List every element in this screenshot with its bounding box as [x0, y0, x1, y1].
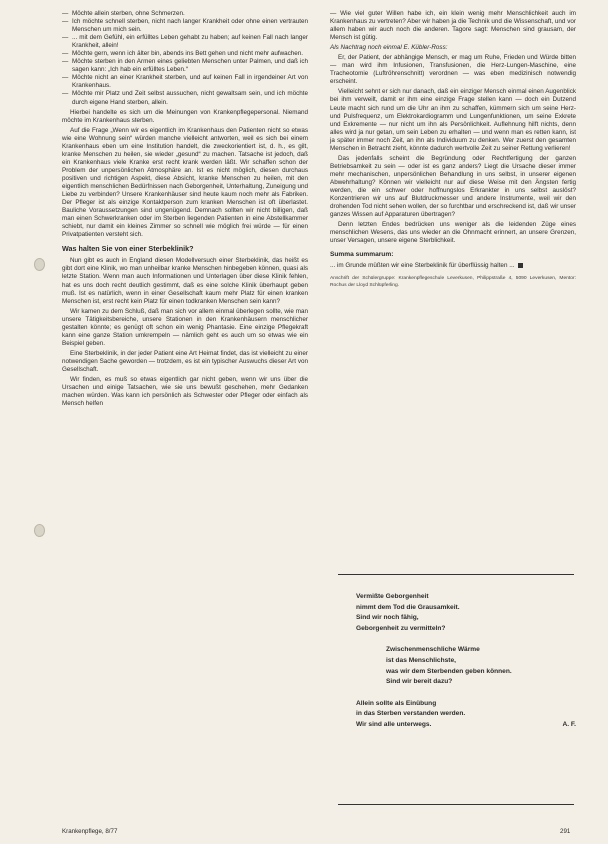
- poem-line: Vermißte Geborgenheit: [356, 593, 429, 600]
- right-column: [330, 10, 576, 289]
- end-mark-icon: [518, 263, 523, 268]
- list-item: — Ich möchte schnell sterben, nicht nach langer Krankheit oder ohne einen vertrauten Menschen um mich sein.: [62, 18, 308, 34]
- paragraph: Denn letzten Endes bedrücken uns weniger als die leidenden Züge eines menschlichen Wesens, das uns wieder an die Ohnmacht erinnert, an unsere Grenzen, unser Versagen, unsere eigene Sterblichkeit.: [330, 221, 576, 245]
- summa-heading: Summa summarum:: [330, 251, 394, 259]
- poem-signature: A. F.: [562, 720, 576, 728]
- quotes-list: [62, 10, 308, 107]
- summa-text: ... im Grunde müßten wir eine Sterbeklinik für überflüssig halten ...: [330, 262, 576, 270]
- divider: [338, 574, 574, 575]
- poem-box: [356, 592, 576, 731]
- poem-line: Allein sollte als Einübung: [356, 699, 437, 707]
- poem-line: Zwischenmenschliche Wärme: [386, 646, 480, 654]
- paragraph: Nun gibt es auch in England diesen Modellversuch einer Sterbeklinik, das heißt es gibt dort eine Klinik, wo man unheilbar kranke Menschen hinbegeben können, quasi als letzte Station. Wenn man auch Informationen und Unterlagen über diese Klinik fehlen, hat es uns doch recht deutlich gestimmt, daß es eine solche Klinik überhaupt geben muß. Ist es natürlich, wenn in einer Gesellschaft kaum mehr Platz für einen kranken Menschen ist, erst recht kein Platz für einen todkranken Menschen sein kann?: [62, 257, 308, 305]
- source-note: Anschrift der Schülergruppe: Krankenpflegeschule Leverkusen, Philippstraße 4, 5090 Leverkusen, Mentor: Rochus der Lloyd Schlüpferling.: [330, 276, 576, 288]
- poem-line: ist das Menschlichste,: [386, 656, 456, 664]
- punch-hole: [34, 258, 45, 271]
- poem-line: Sind wir noch fähig,: [356, 614, 419, 622]
- poem-line: was wir dem Sterbenden geben können.: [386, 667, 512, 675]
- section-heading: Was halten Sie von einer Sterbeklinik?: [62, 244, 194, 254]
- paragraph: Hierbei handelte es sich um die Meinungen von Krankenpflegepersonal. Niemand möchte im Krankenhaus sterben.: [62, 108, 308, 124]
- note-line: Als Nachtrag noch einmal E. Kübler-Ross:: [330, 44, 448, 52]
- poem-last-line: [356, 720, 576, 731]
- poem-stanza: [356, 645, 576, 687]
- punch-hole: [34, 524, 45, 537]
- paragraph: Wir kamen zu dem Schluß, daß man sich vor allem einmal überlegen sollte, wie man unsere Tätigkeitsbereiche, unsere Stationen in den Krankenhäusern menschlicher gestalten könnte; es genügt oft schon ein wenig Phantasie. Eine einzige Pflegekraft kann eine ganze Station umkrempeln — nämlich geht es auch um so etwas wie ein Beispiel geben.: [62, 307, 308, 347]
- divider: [338, 804, 574, 805]
- paragraph: Vielleicht sehnt er sich nur danach, daß ein einziger Mensch einmal einen Augenblick bei ihm verweilt, damit er ihm eine einzige Frage stellen kann — doch ein Dutzend Leute macht sich rund um die Uhr an ihm zu schaffen, kümmern sich um seine Herz- und Pulsfrequenz, um Elektrokardiogramm und Lungenfunktionen, um seine Exkrete und Exkremente — nur nicht um ihn als Persönlichkeit. Auflehnung hilft nichts, denn alles wird ja nur getan, um sein Leben zu erhalten — und wenn man es retten kann, ist ja später immer noch Zeit, an ihn als Individuum zu denken. Wer zuerst den gesamten Menschen in Betracht zieht, könnte dadurch wertvolle Zeit zu seiner Rettung verlieren!: [330, 88, 576, 152]
- list-item: — Möchte sterben in den Armen eines geliebten Menschen unter Palmen, und daß ich sagen kann: „Ich hab ein erfülltes Leben.“: [62, 58, 308, 74]
- poem-line: Geborgenheit zu vermitteln?: [356, 624, 446, 632]
- poem-stanza: [356, 699, 576, 731]
- list-item: — Möchte allein sterben, ohne Schmerzen.: [62, 10, 308, 18]
- list-item: — Möchte nicht an einer Krankheit sterben, und auf keinen Fall in irgendeiner Art von Krankenhaus.: [62, 74, 308, 90]
- list-item: — Möchte gern, wenn ich älter bin, abends ins Bett gehen und nicht mehr aufwachen.: [62, 50, 308, 58]
- paragraph: Er, der Patient, der abhängige Mensch, er mag um Ruhe, Frieden und Würde bitten — man wird ihm Infusionen, Transfusionen, die Herz-Lungen-Maschine, eine Tracheotomie (Luftröhrenschnitt) verordnen — was eben medizinisch notwendig erscheint.: [330, 54, 576, 86]
- poem-stanza: [356, 592, 576, 634]
- paragraph: — Wie viel guter Willen habe ich, ein klein wenig mehr Menschlichkeit auch im Krankenhaus zu vertreten? Aber wir haben ja die Technik und die Wissenschaft, und vor allem haben wir auch noch die anderen. Tagore sagt: Menschen sind grausam, der Mensch ist gütig.: [330, 10, 576, 42]
- poem-line: Sind wir bereit dazu?: [386, 678, 453, 686]
- paragraph: Wir finden, es muß so etwas eigentlich gar nicht geben, wenn wir uns über die Ursachen und einige Tatsachen, wie sie uns bewußt geschehen, mehr Gedanken machen würden. Was kann ich persönlich als Schwester oder Pfleger oder einfach als Mensch helfen: [62, 376, 308, 408]
- poem-line: nimmt dem Tod die Grausamkeit.: [356, 603, 460, 611]
- poem-line: Wir sind alle unterwegs.: [356, 720, 432, 728]
- list-item: — Möchte mir Platz und Zeit selbst aussuchen, nicht gewaltsam sein, und ich möchte durch eigene Hand sterben, allein.: [62, 90, 308, 106]
- footer-journal: Krankenpflege, 8/77: [62, 828, 118, 835]
- paragraph: Eine Sterbeklinik, in der jeder Patient eine Art Heimat findet, das ist vielleicht zu einer notwendigen Sache geworden — trotzdem, es ist ein typischer Auswuchs dieser Art von Gesellschaft.: [62, 349, 308, 373]
- list-item: — ... mit dem Gefühl, ein erfülltes Leben gehabt zu haben; auf keinen Fall nach langer Krankheit, allein!: [62, 34, 308, 50]
- poem-line: in das Sterben verstanden werden.: [356, 710, 466, 718]
- left-column: [62, 10, 308, 410]
- paragraph: Auf die Frage „Wenn wir es eigentlich im Krankenhaus den Patienten nicht so etwas wie eine Wohnung sein“ würden manche vielleicht antworten, weil es sich bei einem Krankenhaus eben um eine Institution handelt, die zweckorientiert ist, d. h., es gilt, kranke Menschen zu heilen, sie wieder „gesund“ zu machen. Tatsache ist jedoch, daß ein Krankenhaus viele Kranke erst recht krank werden läßt. Wir schaffen schon der Problem der unpersönlichen Atmosphäre an. Ist es nicht möglich, diesen durchaus positiven und richtigen Aspekt, diese Absicht, kranke Menschen zu heilen, mit den eigentlich menschlichen Bedürfnissen nach Geborgenheit, Unterhaltung, Zuneigung und Liebe zu verbinden? Unsere Krankenhäuser sind heute kaum noch mehr als Fabriken. Der Pfleger ist als einzige Kontaktperson zum kranken Menschen ist oft überlastet. Bauliche Voraussetzungen sind ungenügend. Demnach sollten wir nicht billigen, daß man einen Schwerkranken oder im Sterben liegenden Patienten in eine Abstellkammer schiebt, nur damit ein kleines Zimmer so schnell wie möglich frei würde — für einen Privatpatienten versteht sich.: [62, 126, 308, 239]
- page-number: 291: [560, 828, 571, 835]
- paragraph: Das jedenfalls scheint die Begründung oder Rechtfertigung der ganzen Betriebsamkeit zu sein — oder ist es ganz anders? Liegt die Ursache dieser immer mehr mechanischen, unpersönlichen Behandlung in uns selbst, in unserer eigenen Abwehrhaltung? Können wir vielleicht nur auf diese Weise mit den Ängsten fertig werden, die ein schwer oder hoffnungslos Erkrankter in uns selbst auslöst? Konzentrieren wir uns auf Blutdruckmesser und andere Instrumente, weil wir den drohenden Tod nicht sehen wollen, der so furchtbar und erschreckend ist, daß wir unser ganzes Wissen auf Apparaturen übertragen?: [330, 154, 576, 219]
